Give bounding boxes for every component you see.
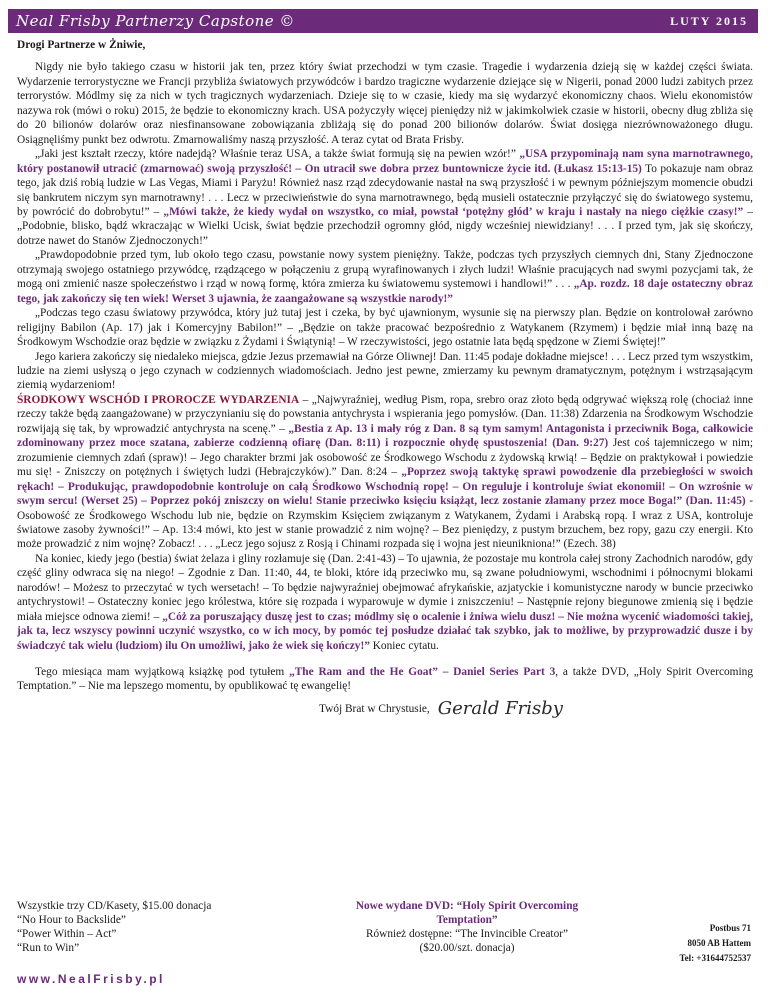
dvd-also: Również dostępne: “The Invincible Creator” — [365, 928, 568, 940]
address-line: 8050 AB Hattem — [687, 938, 751, 948]
footer — [17, 899, 753, 989]
cd-offer-line: Wszystkie trzy CD/Kasety, $15.00 donacja — [17, 900, 212, 912]
closing-line: Twój Brat w Chrystusie, — [319, 702, 430, 715]
text-run: , a także DVD, „Holy Spirit Overcoming Temptation.” – Nie ma lepszego momentu, by opublikować tę ewangelię! — [17, 666, 753, 693]
text-run: Na koniec, kiedy jego (bestia) świat żelaza i gliny rozłamuje się (Dan. 2:41-43) – To ujawnia, że pozostaje mu kontrola całej strony Zachodnich narodów, gdy część gliny odwraca się na niego! – Zgodnie z Dan. 11:40, 44, te bloki, które idą przeciwko mu, są zwane południowymi, wschodnimi i północnymi blokami narodów! – Możesz to przeczytać w tych wersetach! – To będzie najwyraźniej obejmować afrykańskie, azjatyckie i komunistyczne narody w buncie przeciwko antychrystowi! – Ostateczny koniec jego królestwa, które się rozpada i wyparowuje w dymie i zniszczeniu! – Następnie rejony biegunowe zmienią się i będzie miała miejsce odnowa ziemi! – — [17, 552, 753, 623]
book-title: „The Ram and the He Goat” – Daniel Series Part 3 — [289, 666, 556, 679]
text-run: Jest coś tajemniczego w nim; zrozumienie ciemnych zdań (spraw)! – Jego charakter brzmi jak osobowość ze Środkowego Wschodu z żydowską krwią! – Będzie on praktykował i powiedzie mu się! - Zniszczy on potężnych i świętych ludzi (Hebrajczyków).” Dan. 8:24 – — [17, 437, 753, 479]
contact-address — [679, 921, 751, 966]
text-run: „Prawdopodobnie przed tym, lub około tego czasu, powstanie nowy system pieniężny. Także, podczas tych przyszłych ciemnych dni, Stany Zjednoczone otrzymają swojego ostatniego przywódcę, rządzącego w połączeniu z grupą wyrafinowanych i złych ludzi! Właśnie pracujących nad swymi pozycjami tak, że mogą oni zmienić nasze społeczeństwo i rząd w nową formę, która zmierza ku światowemu systemowi i handlowi!” . . . — [17, 249, 753, 291]
signature-block — [17, 697, 753, 719]
text-run: Koniec cytatu. — [369, 639, 439, 652]
paragraph — [17, 393, 753, 552]
offer-paragraph — [17, 665, 753, 694]
website-link[interactable]: www.NealFrisby.pl — [17, 972, 165, 986]
highlight-quote: „Ap. rozdz. 18 daje ostateczny obraz tego, jak zakończy się ten wiek! Werset 3 ujawnia, że zaangażowane są wszystkie narody!” — [17, 278, 753, 305]
paragraph: Nigdy nie było takiego czasu w historii jak ten, przez który świat przechodzi w tym czasie. Tragedie i wydarzenia dzieją się w każdej części świata. Wydarzenie terrorystyczne we Francji przybliża światowych przywódców i bardzo tragiczne wydarzenie dziejące się w Nigerii, ponad 2000 ludzi zabitych przez terrorystów. Módlmy się za nich w tych tragicznych wydarzeniach. Dzieje się to w czasie, kiedy ma się wydarzyć ekonomiczny chaos. Wielu ekonomistów nazywa rok (mówi o roku) 2015, że będzie to ekonomiczny krach. USA pożyczyły więcej pieniędzy niż w jakimkolwiek czasie w historii, obecny dług zbliża się do 20 bilionów dolarów oraz niesfinansowane zobowiązania zbliżają się do ponad 200 bilionów dolarów. Świat dosięga niezrównoważonego długu. Osiągnęliśmy punkt bez odwrotu. Zmarnowaliśmy naszą przyszłość. A teraz cytat od Brata Frisby. — [17, 61, 753, 146]
text-run: To pokazuje nam obraz tego, jak dziś robią ludzie w Las Vegas, Miami i Paryżu! Również nasz rząd zdecydowanie nastał na swą przyszłość i w pewnym późniejszym momencie obudzi się bankrutem niczym syn marnotrawny! . . . Lecz w przeciwieństwie do syna marnotrawnego, będą musieli ostatecznie przyłączyć się do światowego systemu, by powrócić do dobrobytu!” – — [17, 162, 753, 218]
dvd-title: Nowe wydane DVD: “Holy Spirit Overcoming Temptation” — [355, 900, 579, 926]
highlight-quote: „Mówi także, że kiedy wydał on wszystko, co miał, powstał ‘potężny głód’ w kraju i nastały na niego ciężkie czasy!” — [163, 205, 744, 218]
highlight-quote: „Bestia z Ap. 13 i mały róg z Dan. 8 są tym samym! Antagonista i przeciwnik Boga, całkowicie zdominowany przez moce szatana, zabierze codzienną ofiarę (Dan. 8:11) i rozpocznie ohydę spustoszenia! (Dan. 9:27) — [17, 422, 753, 450]
letter-body — [17, 38, 754, 719]
signature: Gerald Frisby — [437, 697, 563, 719]
paragraph — [17, 248, 753, 306]
cd-offer-line: “Run to Win” — [17, 942, 80, 954]
address-line: Postbus 71 — [709, 923, 751, 933]
paragraph — [17, 147, 753, 248]
highlight-quote: „Cóż za poruszający duszę jest to czas; módlmy się o ocalenie i żniwa wielu dusz! – Nie można wycenić wiadomości takiej, jak ta, lecz wszyscy powinni uczynić wszystko, co w ich mocy, by pomóc tej posłudze działać tak szybko, jak to możliwe, by przyprowadzić dusze i by świadczyć tak wielu (ludziom) ilu On umożliwi, jako że wiek się kończy!” — [17, 610, 753, 652]
highlight-quote: „Poprzez swoją taktykę sprawi powodzenie dla przebiegłości w swoich rękach! – Produkując, prawdopodobnie kontroluje on całą Środkowo Wschodnią ropę! – On reguluje i kontroluje świat ekonomii! – On wzrośnie w swym sercu! (Werset 25) – Poprzez pokój zniszczy on wielu! Stanie przeciwko księciu książąt, lecz zostanie złamany przez moce Boga!” (Dan. 11:45) — [17, 466, 753, 508]
cd-offer-line: “No Hour to Backslide” — [17, 914, 126, 926]
text-run: – „Najwyraźniej, według Pism, ropa, srebro oraz złoto będą odgrywać większą rolę (chociaż inne rzeczy także będą zaangażowane) w przyczynianiu się do powstania antychrysta i wspierania jego pomysłów. (Dan. 11:38) Zdarzenia na Środkowym Wschodzie rozwijają się tak, by wprowadzić antychrysta na scenę.” – — [17, 393, 754, 435]
cd-offer — [17, 899, 211, 955]
text-run: - Osobowość ze Środkowego Wschodu lub nie, będzie on Rzymskim Księciem związanym z Watykanem, Żydami i Arabską ropą. I wraz z USA, kontroluje światowe zasoby żywności!” – Ap. 13:4 mówi, kto jest w stanie prowadzić z nim wojnę? – Bez pieniędzy, z pustym brzuchem, bez ropy, gazu czy energii. Kto może prowadzić z nim wojnę? Zobacz! . . . „Lecz jego sojusz z Rosją i Chinami rozpada się i wojna jest nieunikniona!” (Ezech. 38) — [17, 495, 754, 551]
paragraph: „Podczas tego czasu światowy przywódca, który już tutaj jest i czeka, by być ujawnionym, wysunie się na pierwszy plan. Będzie on kontrolował zarówno religijny Babilon (Ap. 17) jak i Komercyjny Babilon!” – „Będzie on także pracować bezpośrednio z Watykanem (Rzymem) i będzie miał inną bazę na Środkowym Wschodzie oraz będzie w związku z Żydami i Świątynią! – W rzeczywistości, jego ostatnie lata będą spędzone w Ziemi Świętej!” — [17, 307, 753, 349]
text-run: Tego miesiąca mam wyjątkową książkę pod tytułem — [35, 666, 290, 679]
brand-title: Neal Frisby Partnerzy Capstone © — [16, 12, 295, 30]
highlight-quote: „USA przypominają nam syna marnotrawnego, który postanowił utracić (zmarnować) swoją przyszłość! – On utracił swe dobra przez buntownicze życie itd. (Łukasz 15:13-15) — [17, 148, 753, 175]
section-heading: ŚRODKOWY WSCHÓD I PROROCZE WYDARZENIA — [17, 393, 300, 406]
text-run: „Jaki jest kształt rzeczy, które nadejdą? Właśnie teraz USA, a także świat formują się na pewien wzór!” — [35, 148, 520, 161]
dvd-offer — [347, 899, 587, 955]
header-bar — [8, 9, 758, 33]
phone: Tel: +31644752537 — [679, 953, 751, 963]
text-run: – „Podobnie, blisko, bądź wkraczając w Wielki Ucisk, świat będzie przechodził ogromny głód, nigdy wcześniej niewidziany! . . . I przed tym, jak się skończy, dotrze nawet do Stanów Zjednoczonych!” — [17, 205, 753, 247]
issue-date: LUTY 2015 — [670, 13, 748, 28]
dvd-price: ($20.00/szt. donacja) — [419, 942, 515, 954]
greeting: Drogi Partnerze w Żniwie, — [17, 39, 146, 51]
paragraph — [17, 552, 753, 653]
paragraph: Jego kariera zakończy się niedaleko miejsca, gdzie Jezus przemawiał na Górze Oliwnej! Dan. 11:45 podaje dokładne miejsce! . . . Lecz przed tym wszystkim, ludzie na ziemi usłyszą o jego czynach w codziennych wiadomościach. Jedno jest pewne, zmierzamy ku pewnym dramatycznym, potężnym i wstrząsającym ziemią wydarzeniom! — [17, 350, 753, 392]
cd-offer-line: “Power Within – Act” — [17, 928, 117, 940]
